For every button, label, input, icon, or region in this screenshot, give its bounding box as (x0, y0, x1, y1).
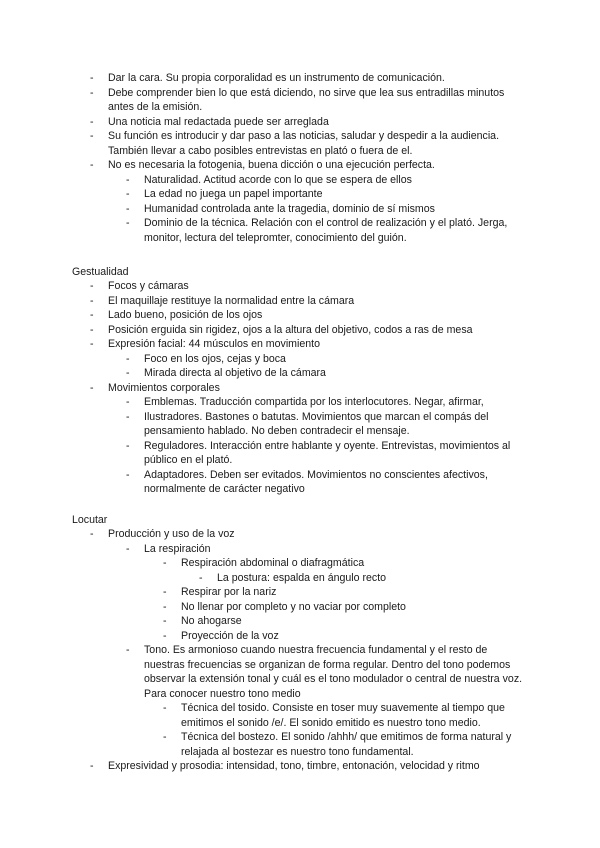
list-item (0, 571, 600, 586)
list-item-text: Proyección de la voz (181, 629, 279, 642)
list-item-text: Posición erguida sin rigidez, ojos a la altura del objetivo, codos a ras de mesa (108, 323, 473, 336)
list-item-text: Expresión facial: 44 músculos en movimiento (108, 338, 320, 350)
dash-bullet-icon: - (126, 542, 130, 555)
list-item-text: Mirada directa al objetivo de la cámara (144, 367, 326, 379)
dash-bullet-icon: - (126, 439, 130, 452)
list-item-text: Respiración abdominal o diafragmática (181, 557, 365, 569)
dash-bullet-icon: - (90, 528, 94, 540)
dash-bullet-icon: - (90, 159, 94, 171)
dash-bullet-icon: - (90, 130, 94, 142)
dash-bullet-icon: - (90, 338, 94, 350)
list-item (0, 542, 600, 557)
section-heading-locutar: Locutar (72, 514, 108, 526)
dash-bullet-icon: - (90, 86, 94, 99)
list-item (0, 308, 600, 323)
list-item (0, 556, 600, 571)
list-item-text: La edad no juega un papel importante (144, 188, 323, 200)
list-item (0, 158, 600, 173)
dash-bullet-icon: - (126, 173, 130, 186)
dash-bullet-icon: - (163, 629, 167, 642)
dash-bullet-icon: - (163, 731, 167, 743)
list-item (0, 600, 600, 615)
list-item (0, 629, 600, 644)
locutar-bullet-list (0, 527, 600, 774)
list-item (0, 439, 600, 468)
list-item (0, 279, 600, 294)
list-item (0, 352, 600, 367)
list-item (0, 701, 600, 730)
list-item (0, 216, 600, 245)
intro-bullet-list (0, 71, 600, 245)
list-item-text: Focos y cámaras (108, 280, 189, 292)
list-item (0, 71, 600, 86)
list-item (0, 173, 600, 188)
dash-bullet-icon: - (199, 571, 203, 584)
list-item-text: Humanidad controlada ante la tragedia, dominio de sí mismos (144, 202, 435, 215)
list-item-text: Tono. Es armonioso cuando nuestra frecuencia fundamental y el resto de nuestras frecuencias se organizan de forma regular. Dentro del tono podemos observar la extensión tonal y cuál es el tono modulador o central de nuestra voz. Para conocer nuestro tono medio (144, 644, 523, 700)
list-item (0, 187, 600, 202)
list-item (0, 585, 600, 600)
list-item-text: Movimientos corporales (108, 381, 220, 394)
list-item-text: Técnica del tosido. Consiste en toser muy suavemente al tiempo que emitimos el sonido /e/. El sonido emitido es nuestro tono medio. (181, 702, 505, 729)
dash-bullet-icon: - (163, 702, 167, 714)
list-item (0, 337, 600, 352)
dash-bullet-icon: - (126, 410, 130, 423)
list-item-text: Dominio de la técnica. Relación con el control de realización y el plató. Jerga, monitor, lectura del telepromter, conocimiento del guión. (144, 217, 508, 244)
dash-bullet-icon: - (90, 72, 94, 84)
list-item-text: Producción y uso de la voz (108, 528, 235, 540)
list-item (0, 410, 600, 439)
list-item (0, 643, 600, 701)
list-item-text: Dar la cara. Su propia corporalidad es un instrumento de comunicación. (108, 72, 445, 84)
dash-bullet-icon: - (163, 615, 167, 627)
gestualidad-bullet-list (0, 279, 600, 497)
dash-bullet-icon: - (126, 396, 130, 408)
list-item-text: Su función es introducir y dar paso a las noticias, saludar y despedir a la audiencia. También llevar a cabo posibles entrevistas en plató o fuera de el. (108, 130, 500, 157)
dash-bullet-icon: - (126, 367, 130, 379)
dash-bullet-icon: - (90, 323, 94, 336)
list-item-text: Técnica del bostezo. El sonido /ahhh/ que emitimos de forma natural y relajada al bostezar es nuestro tono fundamental. (181, 731, 512, 758)
dash-bullet-icon: - (90, 760, 94, 772)
list-item-text: Debe comprender bien lo que está diciendo, no sirve que lea sus entradillas minutos antes de la emisión. (108, 86, 505, 113)
dash-bullet-icon: - (126, 468, 130, 481)
dash-bullet-icon: - (90, 280, 94, 292)
dash-bullet-icon: - (163, 586, 167, 598)
list-item (0, 730, 600, 759)
dash-bullet-icon: - (90, 294, 94, 307)
list-item-text: Emblemas. Traducción compartida por los interlocutores. Negar, afirmar, (144, 396, 484, 408)
list-item-text: No ahogarse (181, 615, 242, 627)
list-item-text: Una noticia mal redactada puede ser arreglada (108, 115, 329, 128)
list-item (0, 468, 600, 497)
list-item (0, 614, 600, 629)
dash-bullet-icon: - (90, 381, 94, 394)
list-item (0, 395, 600, 410)
list-item (0, 759, 600, 774)
list-item-text: Adaptadores. Deben ser evitados. Movimientos no conscientes afectivos, normalmente de carácter negativo (144, 468, 488, 495)
list-item (0, 323, 600, 338)
list-item-text: El maquillaje restituye la normalidad entre la cámara (108, 294, 355, 307)
list-item-text: No llenar por completo y no vaciar por completo (181, 600, 406, 613)
list-item (0, 86, 600, 115)
list-item (0, 527, 600, 542)
dash-bullet-icon: - (126, 217, 130, 229)
list-item-text: La respiración (144, 542, 211, 555)
list-item-text: Reguladores. Interacción entre hablante y oyente. Entrevistas, movimientos al público en el plató. (144, 439, 511, 466)
list-item-text: Foco en los ojos, cejas y boca (144, 352, 286, 365)
section-heading-gestualidad: Gestualidad (72, 266, 129, 278)
list-item-text: No es necesaria la fotogenia, buena dicción o una ejecución perfecta. (108, 159, 435, 171)
list-item-text: Lado bueno, posición de los ojos (108, 309, 263, 321)
dash-bullet-icon: - (90, 115, 94, 128)
list-item (0, 294, 600, 309)
dash-bullet-icon: - (126, 188, 130, 200)
list-item-text: Naturalidad. Actitud acorde con lo que se espera de ellos (144, 173, 412, 186)
dash-bullet-icon: - (126, 644, 130, 656)
list-item-text: Respirar por la nariz (181, 586, 277, 598)
list-item-text: La postura: espalda en ángulo recto (217, 571, 387, 584)
dash-bullet-icon: - (90, 309, 94, 321)
dash-bullet-icon: - (126, 202, 130, 215)
dash-bullet-icon: - (163, 557, 167, 569)
dash-bullet-icon: - (163, 600, 167, 613)
list-item (0, 129, 600, 158)
list-item-text: Expresividad y prosodia: intensidad, tono, timbre, entonación, velocidad y ritmo (108, 760, 480, 772)
list-item (0, 381, 600, 396)
dash-bullet-icon: - (126, 352, 130, 365)
list-item (0, 202, 600, 217)
list-item (0, 115, 600, 130)
list-item (0, 366, 600, 381)
list-item-text: Ilustradores. Bastones o batutas. Movimientos que marcan el compás del pensamiento hablado. No deben contradecir el mensaje. (144, 410, 489, 437)
